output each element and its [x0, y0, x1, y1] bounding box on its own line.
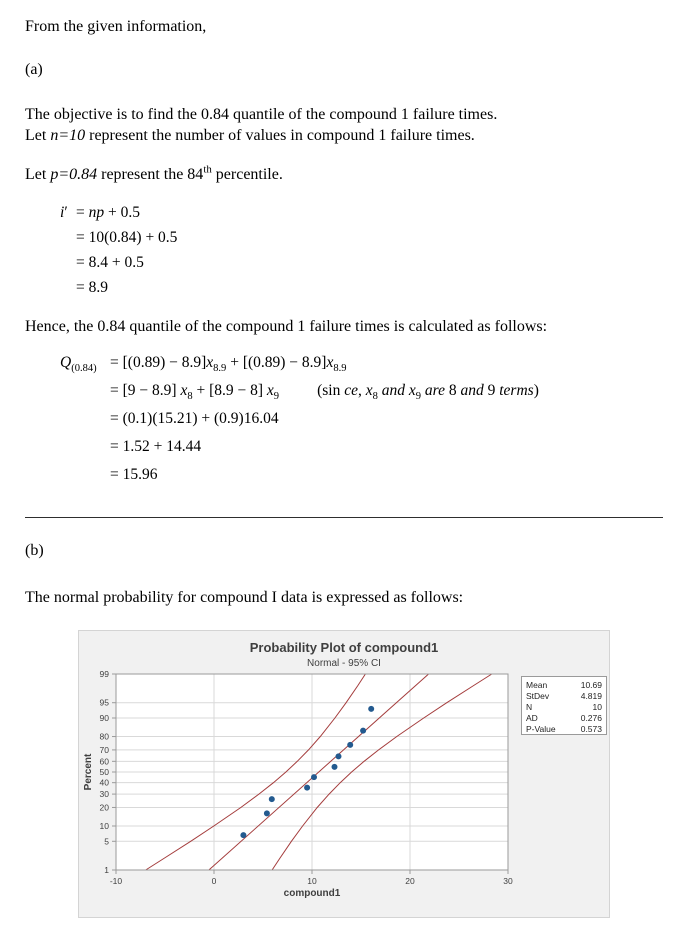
math-line: [60, 250, 663, 275]
math-rhs: = 8.9: [76, 278, 108, 296]
math-rhs: = np + 0.5: [76, 203, 140, 221]
math-line: [60, 433, 663, 461]
legend-stat-label: Mean: [526, 679, 548, 690]
math-lhs: $Q_{(0.84)}$: [60, 353, 97, 374]
svg-text:20: 20: [99, 802, 109, 813]
math-rhs: = 1.52 + 14.44: [110, 437, 202, 455]
intro-text: From the given information,: [25, 18, 207, 35]
legend-stat-value: 0.573: [580, 723, 602, 734]
math-line: [60, 225, 663, 250]
math-rhs: = 10(0.84) + 0.5: [76, 228, 178, 246]
data-point: [332, 764, 338, 770]
math-line: [60, 275, 663, 300]
math-rhs: = [9 − 8.9] $x_8 + [8.9 - 8]$ $x_9$: [110, 381, 280, 402]
svg-text:10: 10: [307, 875, 317, 886]
data-point: [264, 810, 270, 816]
data-point: [360, 727, 366, 733]
legend-stat-value: 10: [592, 701, 602, 712]
data-point: [368, 706, 374, 712]
svg-text:0: 0: [211, 875, 217, 886]
math-line: [60, 349, 663, 377]
math-rhs: = (0.1)(15.21) + (0.9)16.04: [110, 409, 279, 427]
section-divider: [25, 517, 663, 518]
svg-text:60: 60: [99, 756, 109, 767]
svg-text:50: 50: [99, 766, 109, 777]
svg-text:80: 80: [99, 731, 109, 742]
probability-plot-figure: [78, 630, 610, 918]
svg-text:70: 70: [99, 744, 109, 755]
legend-stat-label: AD: [526, 712, 538, 723]
math-rhs: = 8.4 + 0.5: [76, 253, 144, 271]
y-axis-label: Percent: [83, 753, 94, 791]
svg-text:95: 95: [99, 697, 109, 708]
legend-stat-value: 4.819: [580, 690, 602, 701]
quantile-calculation: [60, 349, 663, 489]
quantile-position-derivation: [60, 200, 663, 300]
math-rhs: = 15.96: [110, 465, 158, 483]
objective-line-2: Let n=10 represent the number of values in compound 1 failure times.: [25, 127, 475, 145]
svg-text:5: 5: [104, 836, 109, 847]
legend-stat-label: N: [526, 701, 533, 712]
data-point: [336, 753, 342, 759]
part-a-label: (a): [25, 61, 43, 79]
part-b-label: (b): [25, 541, 44, 559]
svg-text:40: 40: [99, 777, 109, 788]
data-point: [269, 796, 275, 802]
math-side-note: (sin ce, $x_8$ and $x_9$ are 8 and 9 terms): [317, 381, 539, 402]
legend-stat-value: 10.69: [580, 679, 602, 690]
math-line: [60, 377, 663, 405]
probability-plot-container: [78, 630, 663, 923]
data-point: [304, 784, 310, 790]
svg-text:99: 99: [99, 668, 109, 679]
objective-paragraph: [25, 104, 663, 146]
svg-text:10: 10: [99, 820, 109, 831]
legend-stat-label: P-Value: [526, 723, 556, 734]
legend-stat-value: 0.276: [580, 712, 602, 723]
data-point: [347, 742, 353, 748]
svg-text:90: 90: [99, 712, 109, 723]
data-point: [311, 774, 317, 780]
data-point: [240, 832, 246, 838]
math-lhs: i′: [60, 203, 68, 221]
math-line: [60, 200, 663, 225]
part-b-intro: The normal probability for compound I data is expressed as follows:: [25, 588, 464, 606]
svg-text:30: 30: [503, 875, 513, 886]
svg-text:30: 30: [99, 788, 109, 799]
svg-text:-10: -10: [109, 875, 123, 886]
plot-title: Probability Plot of compound1: [249, 639, 439, 655]
hence-paragraph: Hence, the 0.84 quantile of the compound 1 failure times is calculated as follows:: [25, 317, 548, 335]
x-axis-label: compound1: [283, 887, 341, 899]
svg-text:20: 20: [405, 875, 415, 886]
legend-stat-label: StDev: [526, 690, 550, 701]
objective-line-1: The objective is to find the 0.84 quantile of the compound 1 failure times.: [25, 106, 498, 124]
math-rhs: = $[(0.89) - 8.9]x_{8.9} + [(0.89) - 8.9]x_{8.9}$: [110, 353, 347, 374]
math-line: [60, 461, 663, 489]
plot-subtitle: Normal - 95% CI: [307, 657, 381, 669]
math-line: [60, 405, 663, 433]
svg-text:1: 1: [104, 864, 109, 875]
percentile-definition: Let p=0.84 represent the 84th percentile.: [25, 164, 283, 184]
